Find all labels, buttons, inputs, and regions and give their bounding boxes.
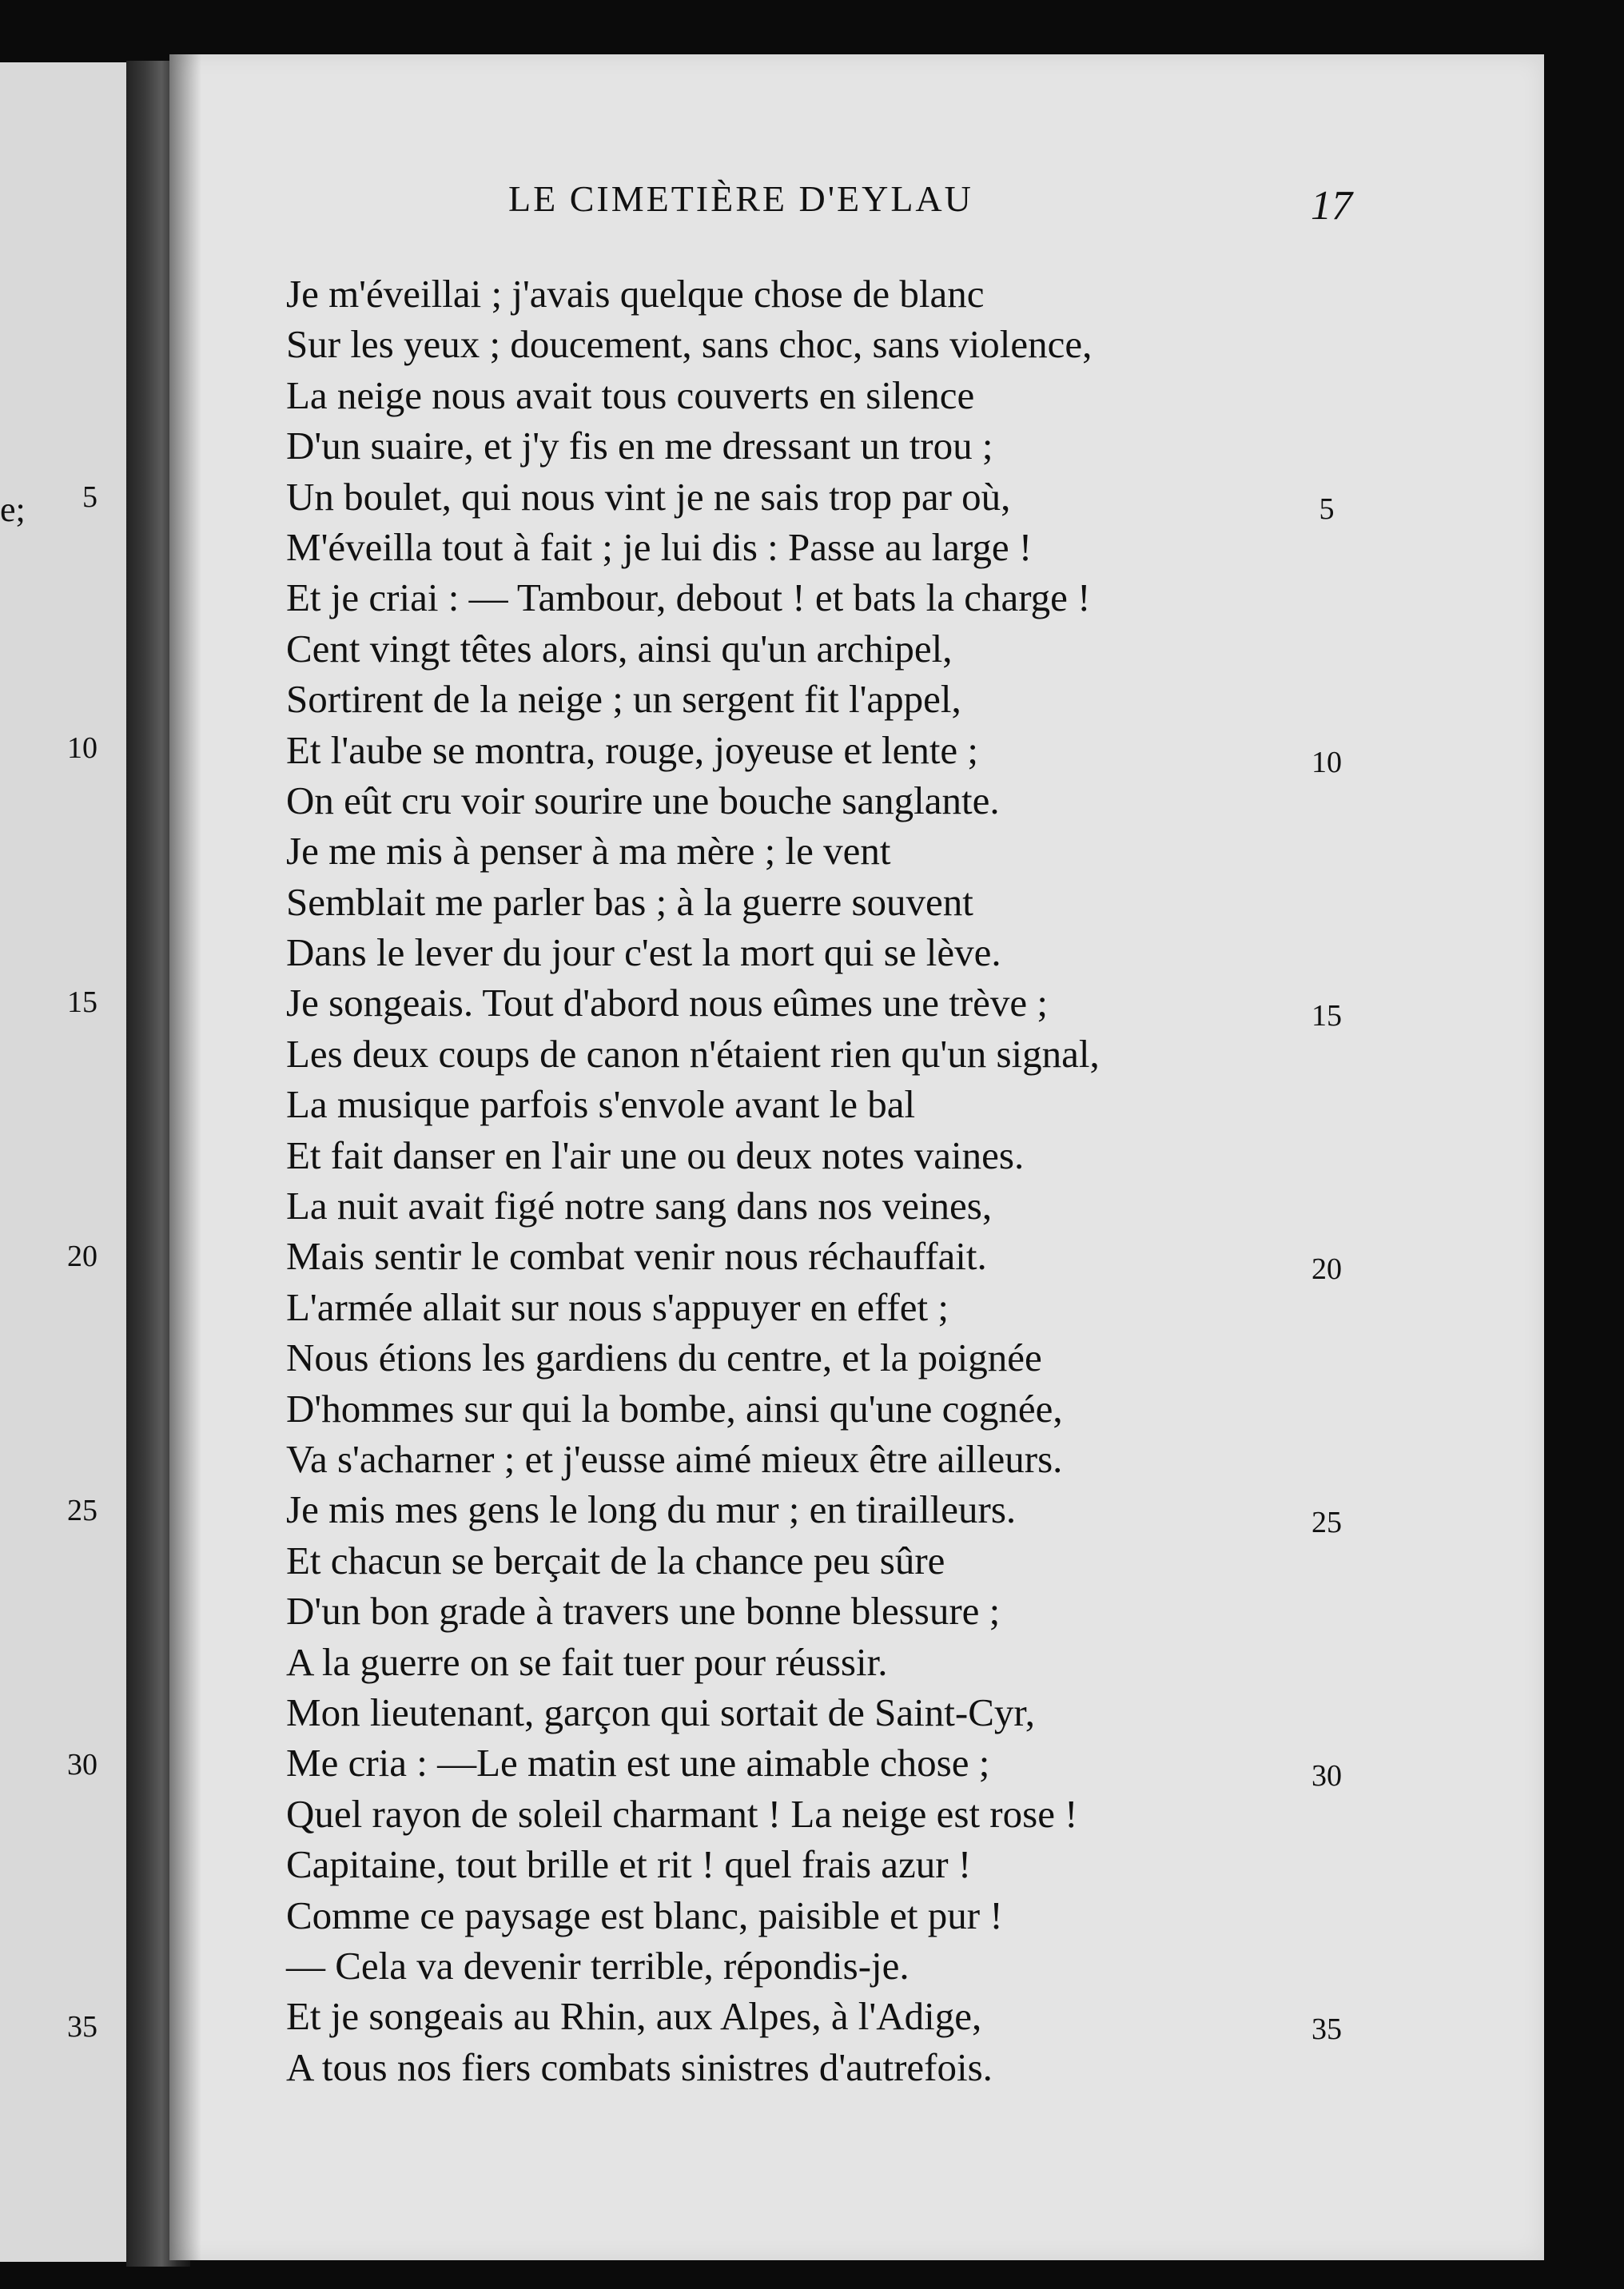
poem-line: Et je songeais au Rhin, aux Alpes, à l'Adige, — [286, 1994, 982, 2039]
poem-line: A la guerre on se fait tuer pour réussir. — [286, 1639, 888, 1684]
poem-line: M'éveilla tout à fait ; je lui dis : Passe au large ! — [286, 524, 1033, 569]
page-edge-shadow — [169, 54, 201, 2260]
poem-line: Dans le lever du jour c'est la mort qui se lève. — [286, 930, 1001, 975]
poem-line: La neige nous avait tous couverts en silence — [286, 372, 975, 417]
poem-line: D'un bon grade à travers une bonne blessure ; — [286, 1589, 1001, 1634]
poem-line: Capitaine, tout brille et rit ! quel frais azur ! — [286, 1842, 972, 1887]
poem-line: Va s'acharner ; et j'eusse aimé mieux être ailleurs. — [286, 1436, 1063, 1481]
line-number-30: 30 — [1312, 1759, 1342, 1793]
poem-line: D'hommes sur qui la bombe, ainsi qu'une cognée, — [286, 1386, 1063, 1431]
poem-line: Me cria : —Le matin est une aimable chose ; — [286, 1741, 990, 1785]
poem-line: Et chacun se berçait de la chance peu sûre — [286, 1538, 945, 1582]
poem-line: Mais sentir le combat venir nous réchauffait. — [286, 1234, 987, 1279]
poem-line: Je mis mes gens le long du mur ; en tirailleurs. — [286, 1487, 1017, 1532]
line-number-35: 35 — [1312, 2012, 1342, 2046]
poem-line: Un boulet, qui nous vint je ne sais trop par où, — [286, 474, 1011, 519]
poem-line: D'un suaire, et j'y fis en me dressant un trou ; — [286, 424, 993, 468]
poem-line: L'armée allait sur nous s'appuyer en effet ; — [286, 1284, 949, 1329]
poem-line: Je m'éveillai ; j'avais quelque chose de blanc — [286, 272, 985, 316]
poem-line: A tous nos fiers combats sinistres d'autrefois. — [286, 2044, 993, 2089]
poem-line: Mon lieutenant, garçon qui sortait de Saint-Cyr, — [286, 1690, 1036, 1734]
poem-line: — Cela va devenir terrible, répondis-je. — [286, 1943, 910, 1988]
poem-text — [286, 269, 1100, 2092]
left-line-number-35: 35 — [67, 2010, 98, 2044]
poem-line: On eût cru voir sourire une bouche sanglante. — [286, 778, 1000, 822]
line-number-15: 15 — [1312, 999, 1342, 1033]
line-number-5: 5 — [1319, 492, 1335, 526]
line-number-20: 20 — [1312, 1252, 1342, 1286]
poem-line: Nous étions les gardiens du centre, et la poignée — [286, 1336, 1042, 1380]
poem-line: Quel rayon de soleil charmant ! La neige est rose ! — [286, 1791, 1078, 1836]
running-header: LE CIMETIÈRE D'EYLAU — [508, 178, 973, 219]
poem-line: Sur les yeux ; doucement, sans choc, sans violence, — [286, 322, 1093, 367]
left-line-number-30: 30 — [67, 1748, 98, 1781]
line-number-10: 10 — [1312, 746, 1342, 779]
poem-line: Je me mis à penser à ma mère ; le vent — [286, 829, 891, 874]
left-line-number-25: 25 — [67, 1494, 98, 1527]
poem-line: La musique parfois s'envole avant le bal — [286, 1082, 916, 1127]
poem-line: Sortirent de la neige ; un sergent fit l'appel, — [286, 677, 961, 722]
poem-line: Comme ce paysage est blanc, paisible et pur ! — [286, 1893, 1003, 1937]
left-page — [0, 62, 136, 2262]
page-number: 17 — [1311, 183, 1352, 229]
poem-line: La nuit avait figé notre sang dans nos veines, — [286, 1184, 993, 1228]
poem-line: Et je criai : — Tambour, debout ! et bats la charge ! — [286, 575, 1091, 620]
line-number-25: 25 — [1312, 1506, 1342, 1539]
left-line-number-10: 10 — [67, 731, 98, 765]
poem-line: Et fait danser en l'air une ou deux notes vaines. — [286, 1133, 1025, 1177]
poem-line: Et l'aube se montra, rouge, joyeuse et lente ; — [286, 727, 979, 772]
left-line-number-15: 15 — [67, 985, 98, 1019]
poem-line: Cent vingt têtes alors, ainsi qu'un archipel, — [286, 626, 953, 671]
poem-line: Semblait me parler bas ; à la guerre souvent — [286, 879, 973, 924]
left-page-fragment: e; — [0, 490, 26, 529]
poem-line: Les deux coups de canon n'étaient rien qu'un signal, — [286, 1031, 1100, 1076]
left-line-number-20: 20 — [67, 1240, 98, 1273]
poem-line: Je songeais. Tout d'abord nous eûmes une trève ; — [286, 981, 1048, 1025]
left-line-number-5: 5 — [82, 480, 98, 514]
